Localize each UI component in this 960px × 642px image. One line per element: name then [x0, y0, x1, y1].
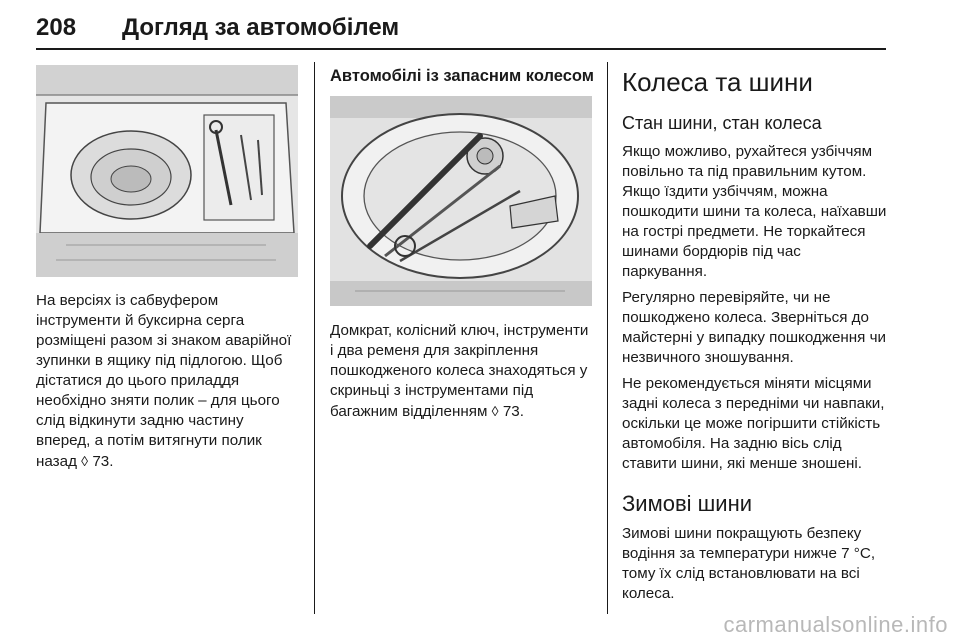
trunk-floor-storage-illustration	[36, 65, 298, 277]
watermark: carmanualsonline.info	[723, 612, 948, 637]
right-column	[622, 62, 890, 610]
spare-wheel-tools-illustration	[330, 96, 592, 306]
left-caption-ref-page: 73.	[92, 453, 114, 470]
paragraph: Якщо можливо, рухайтеся узбіччям повільно та під правильним кутом. Якщо їздити узбіччям, можна пошкодити шини та колеса, наїхавши на гострі предмети. Не торкайтеся шинами бордюрів під час паркування.	[622, 143, 887, 280]
left-caption	[36, 291, 301, 472]
subsection-tyre-condition: Стан шини, стан колеса	[622, 113, 822, 133]
header-rule	[36, 48, 886, 50]
middle-caption	[330, 321, 592, 422]
middle-caption-text: Домкрат, колісний ключ, інструменти і два ременя для закріплення пошкодженого колеса знаходяться у скриньці з інструментами під багажним відділенням	[330, 322, 589, 420]
paragraph: Регулярно перевіряйте, чи не пошкоджено колеса. Зверніться до майстерні у випадку пошкодження чи незвичного зношування.	[622, 289, 887, 366]
page-ref-arrow-icon: ◊	[491, 403, 499, 419]
page-ref-arrow-icon: ◊	[81, 453, 89, 469]
page-number: 208	[36, 14, 77, 41]
left-caption-text: На версіях із сабвуфером інструменти й буксирна серга розміщені разом зі знаком аварійної зупинки в ящику під підлогою. Щоб дістатися до цього приладдя необхідно зняти полик – для цього слід відкинути задню частину вперед, а потім витягнути полик назад	[36, 292, 292, 470]
section-heading-spare-wheel: Автомобілі із запасним колесом	[330, 67, 594, 85]
page-header	[36, 14, 886, 50]
section-title-wheels-tyres: Колеса та шини	[622, 67, 813, 97]
column-divider-right	[607, 62, 608, 614]
paragraph: Не рекомендується міняти місцями задні колеса з передніми чи навпаки, оскільки це може погіршити стійкість автомобіля. На задню вісь слід ставити шини, які менше зношені.	[622, 375, 885, 472]
subsection-winter-tyres: Зимові шини	[622, 491, 753, 516]
paragraph-winter-tyres: Зимові шини покращують безпеку водіння за температури нижче 7 °C, тому їх слід встановлювати на всі колеса.	[622, 525, 876, 602]
column-divider-left	[314, 62, 315, 614]
middle-caption-ref-page: 73.	[502, 403, 524, 420]
chapter-title: Догляд за автомобілем	[122, 14, 400, 41]
